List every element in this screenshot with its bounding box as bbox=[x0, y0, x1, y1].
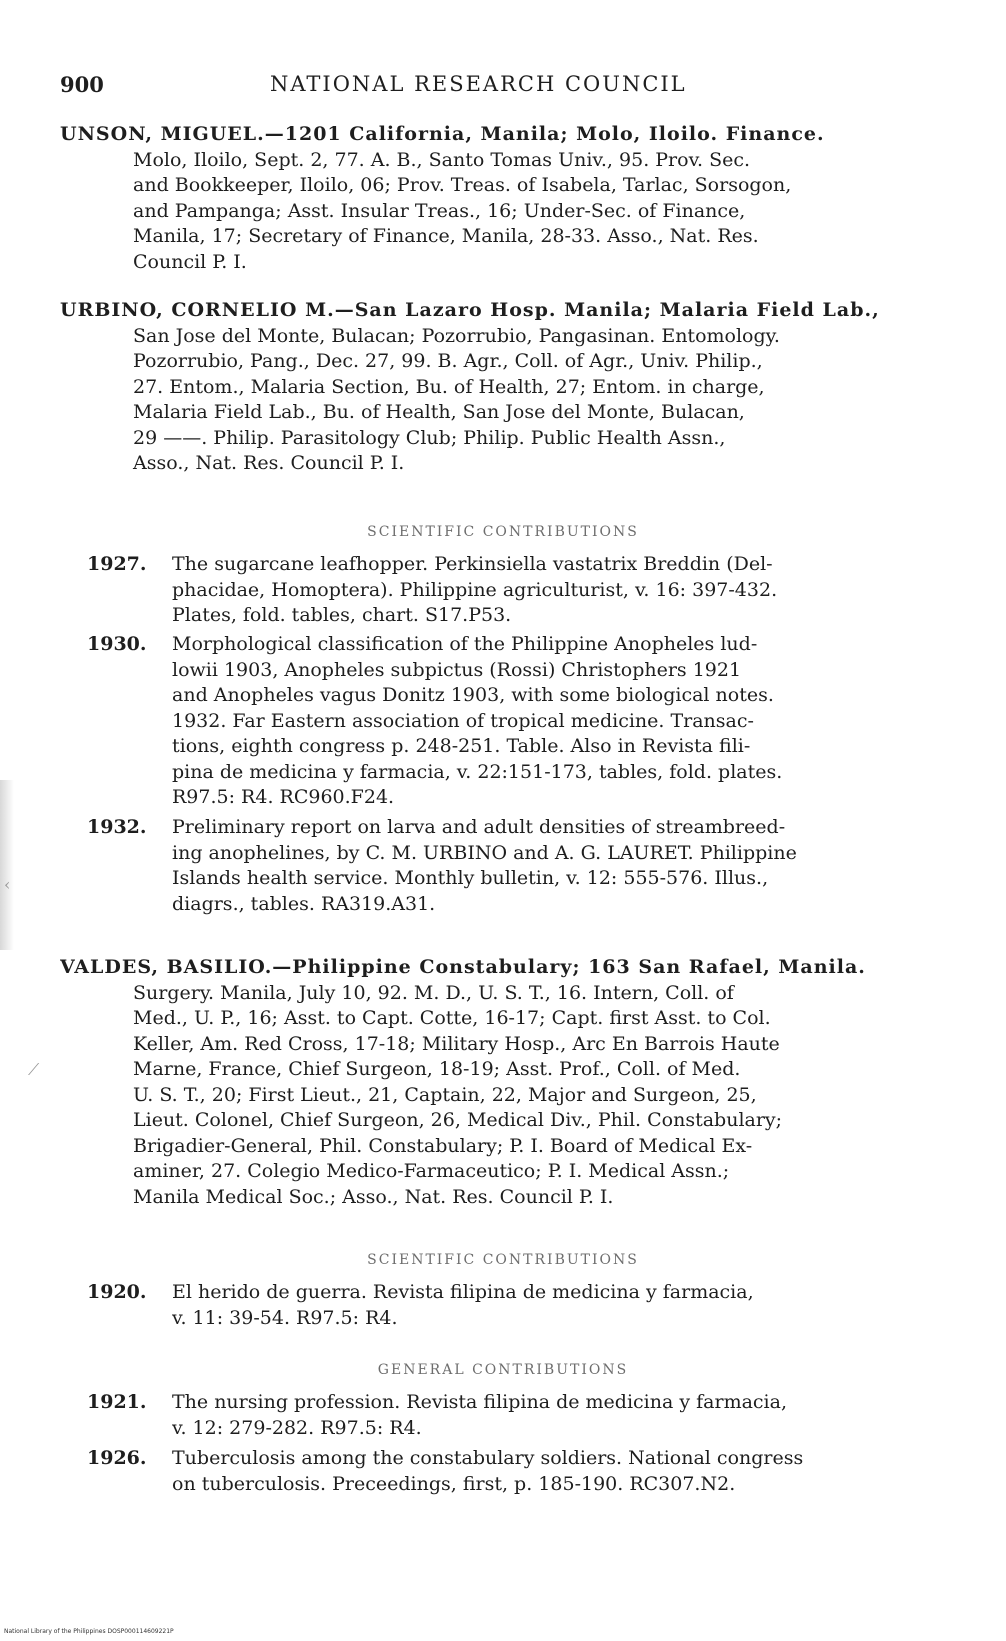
contribution-line: ing anophelines, by C. M. URBINO and A. G. LAURET. Philippine bbox=[172, 841, 797, 864]
contribution-line: 1932. Far Eastern association of tropical medicine. Transac- bbox=[172, 709, 754, 732]
contribution-line: tions, eighth congress p. 248-251. Table. Also in Revista fili- bbox=[172, 735, 751, 757]
entry-line: Malaria Field Lab., Bu. of Health, San Jose del Monte, Bulacan, bbox=[133, 401, 745, 423]
contribution-line: Islands health service. Monthly bulletin, v. 12: 555-576. Illus., bbox=[172, 867, 769, 889]
section-heading: SCIENTIFIC CONTRIBUTIONS bbox=[367, 524, 639, 540]
entry-line: UNSON, MIGUEL.—1201 California, Manila; Molo, Iloilo. Finance. bbox=[60, 123, 825, 145]
contribution-line: pina de medicina y farmacia, v. 22:151-173, tables, fold. plates. bbox=[172, 760, 783, 783]
entry-line: Lieut. Colonel, Chief Surgeon, 26, Medical Div., Phil. Constabulary; bbox=[133, 1109, 783, 1131]
contribution-line: diagrs., tables. RA319.A31. bbox=[172, 892, 436, 915]
entry-line: 27. Entom., Malaria Section, Bu. of Health, 27; Entom. in charge, bbox=[133, 375, 765, 398]
entry-line: Pozorrubio, Pang., Dec. 27, 99. B. Agr., Coll. of Agr., Univ. Philip., bbox=[133, 350, 763, 372]
contribution-line: The sugarcane leafhopper. Perkinsiella vastatrix Breddin (Del- bbox=[172, 553, 773, 575]
contribution-year: 1930. bbox=[87, 633, 147, 655]
entry-line: URBINO, CORNELIO M.—San Lazaro Hosp. Manila; Malaria Field Lab., bbox=[60, 299, 880, 321]
entry-line: 29 ——. Philip. Parasitology Club; Philip. Public Health Assn., bbox=[133, 426, 726, 449]
entry-line: Med., U. P., 16; Asst. to Capt. Cotte, 16-17; Capt. first Asst. to Col. bbox=[133, 1007, 771, 1029]
entry-unson bbox=[60, 122, 940, 275]
entry-line: and Bookkeeper, Iloilo, 06; Prov. Treas. of Isabela, Tarlac, Sorsogon, bbox=[133, 174, 792, 196]
contribution-line: phacidae, Homoptera). Philippine agriculturist, v. 16: 397-432. bbox=[172, 578, 778, 601]
contribution-line: on tuberculosis. Preceedings, first, p. 185-190. RC307.N2. bbox=[172, 1472, 736, 1495]
contribution-year: 1926. bbox=[87, 1447, 147, 1469]
entry-line: Marne, France, Chief Surgeon, 18-19; Asst. Prof., Coll. of Med. bbox=[133, 1058, 741, 1080]
section-heading: SCIENTIFIC CONTRIBUTIONS bbox=[367, 1252, 639, 1268]
contribution-item bbox=[87, 1446, 937, 1497]
entry-line: Surgery. Manila, July 10, 92. M. D., U. S. T., 16. Intern, Coll. of bbox=[133, 981, 734, 1004]
contribution-line: The nursing profession. Revista filipina de medicina y farmacia, bbox=[172, 1391, 788, 1413]
page-number: 900 bbox=[60, 72, 104, 97]
contribution-item bbox=[87, 1280, 937, 1331]
contribution-line: v. 11: 39-54. R97.5: R4. bbox=[172, 1306, 398, 1329]
entry-line: Asso., Nat. Res. Council P. I. bbox=[133, 452, 405, 474]
contribution-line: v. 12: 279-282. R97.5: R4. bbox=[172, 1416, 422, 1439]
margin-mark-icon: ⟋ bbox=[28, 1060, 40, 1079]
entry-line: Manila Medical Soc.; Asso., Nat. Res. Council P. I. bbox=[133, 1185, 614, 1208]
contribution-line: El herido de guerra. Revista filipina de medicina y farmacia, bbox=[172, 1281, 754, 1303]
page-header bbox=[60, 70, 940, 102]
contribution-line: Morphological classification of the Philippine Anopheles lud- bbox=[172, 633, 758, 655]
entry-line: and Pampanga; Asst. Insular Treas., 16; Under-Sec. of Finance, bbox=[133, 199, 746, 222]
entry-line: U. S. T., 20; First Lieut., 21, Captain, 22, Major and Surgeon, 25, bbox=[133, 1083, 757, 1106]
contribution-item bbox=[87, 552, 937, 629]
entry-line: Council P. I. bbox=[133, 250, 247, 273]
contribution-year: 1921. bbox=[87, 1391, 147, 1413]
section-heading: GENERAL CONTRIBUTIONS bbox=[377, 1362, 629, 1378]
scan-edge-shadow bbox=[0, 780, 14, 950]
contribution-line: Plates, fold. tables, chart. S17.P53. bbox=[172, 604, 512, 626]
contribution-item bbox=[87, 1390, 937, 1441]
footer-credit: National Library of the Philippines DOSP000114609221P bbox=[4, 1628, 174, 1635]
contribution-line: Tuberculosis among the constabulary soldiers. National congress bbox=[172, 1447, 804, 1469]
contribution-line: R97.5: R4. RC960.F24. bbox=[172, 786, 395, 808]
contribution-line: lowii 1903, Anopheles subpictus (Rossi) Christophers 1921 bbox=[172, 658, 742, 681]
entry-line: Keller, Am. Red Cross, 17-18; Military Hosp., Arc En Barrois Haute bbox=[133, 1032, 780, 1055]
entry-line: VALDES, BASILIO.—Philippine Constabulary; 163 San Rafael, Manila. bbox=[60, 956, 866, 978]
entry-line: Manila, 17; Secretary of Finance, Manila, 28-33. Asso., Nat. Res. bbox=[133, 225, 759, 247]
contribution-line: Preliminary report on larva and adult densities of streambreed- bbox=[172, 816, 786, 838]
entry-line: Brigadier-General, Phil. Constabulary; P. I. Board of Medical Ex- bbox=[133, 1134, 753, 1157]
entry-valdes bbox=[60, 955, 940, 1210]
margin-mark-icon: ‹ bbox=[4, 875, 11, 894]
entry-line: San Jose del Monte, Bulacan; Pozorrubio, Pangasinan. Entomology. bbox=[133, 324, 780, 347]
contribution-item bbox=[87, 632, 937, 811]
contribution-line: and Anopheles vagus Donitz 1903, with some biological notes. bbox=[172, 684, 774, 706]
running-head: NATIONAL RESEARCH COUNCIL bbox=[270, 72, 687, 96]
contribution-year: 1932. bbox=[87, 816, 147, 838]
contribution-year: 1920. bbox=[87, 1281, 147, 1303]
contribution-year: 1927. bbox=[87, 553, 147, 575]
contribution-item bbox=[87, 815, 937, 917]
entry-line: Molo, Iloilo, Sept. 2, 77. A. B., Santo Tomas Univ., 95. Prov. Sec. bbox=[133, 148, 751, 171]
entry-line: aminer, 27. Colegio Medico-Farmaceutico; P. I. Medical Assn.; bbox=[133, 1160, 730, 1182]
entry-urbino bbox=[60, 298, 940, 477]
